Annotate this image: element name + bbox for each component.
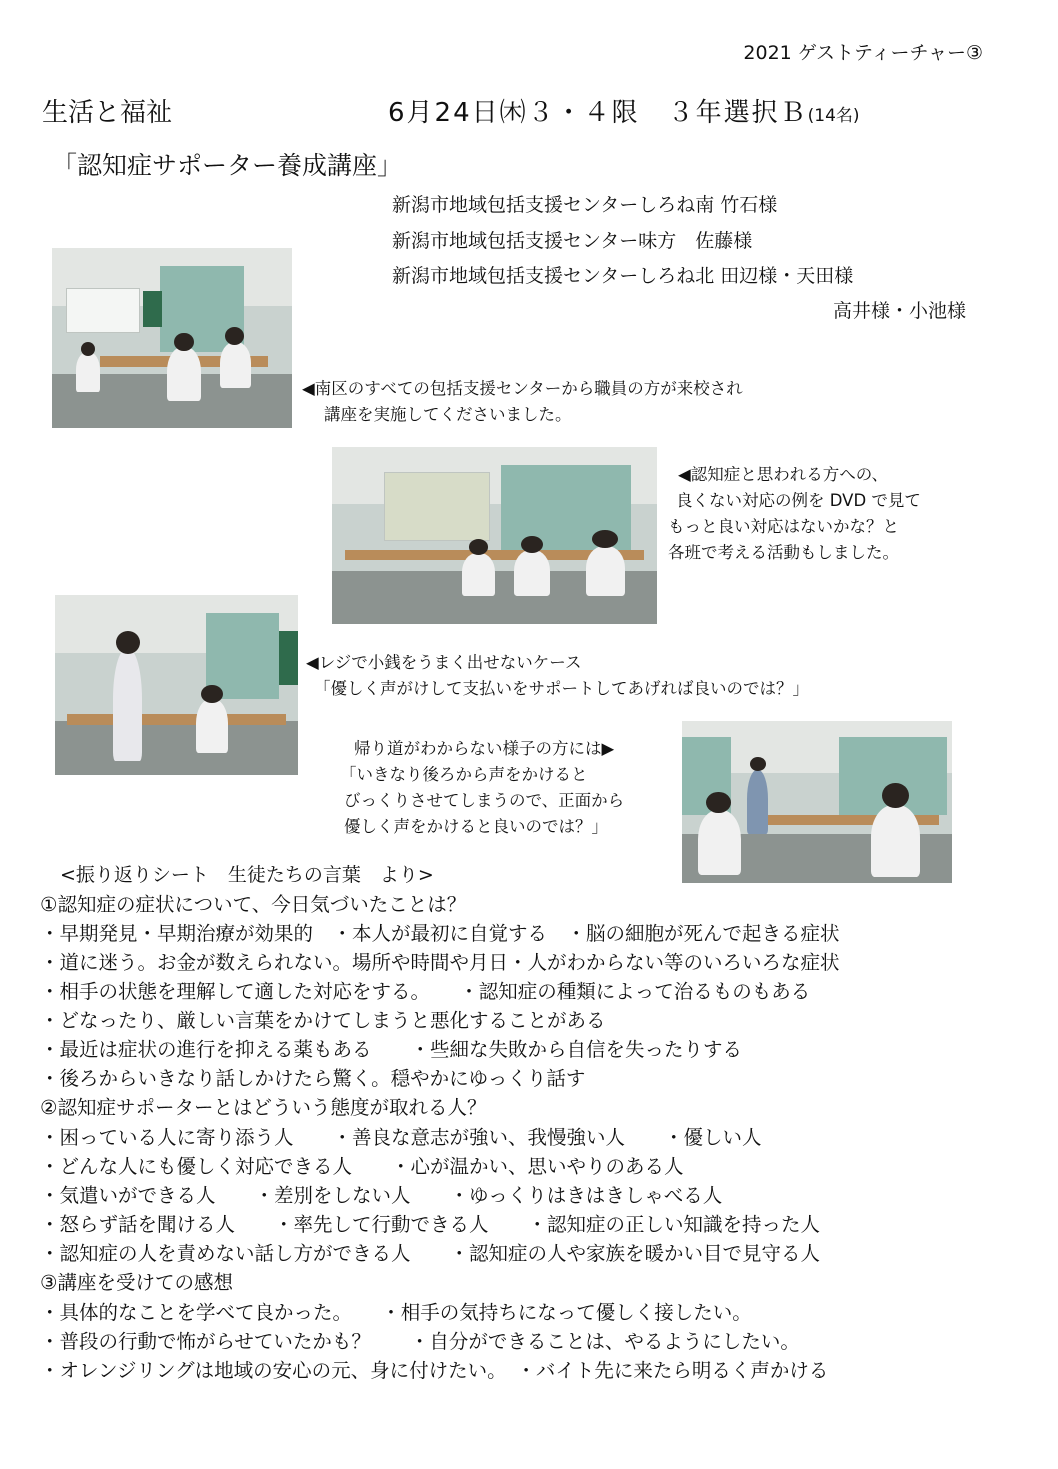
lecture-title: 「認知症サポーター養成講座」 <box>52 151 403 180</box>
header-label: 2021 ゲストティーチャー③ <box>743 42 983 64</box>
student-count: (14名) <box>807 106 860 126</box>
answer-3-3: ・オレンジリングは地域の安心の元、身に付けたい。 ・バイト先に来たら明るく声かける <box>40 1359 829 1382</box>
answer-2-1: ・困っている人に寄り添う人 ・善良な意志が強い、我慢強い人 ・優しい人 <box>40 1126 762 1149</box>
staff-line-1: 新潟市地域包括支援センターしろね南 竹石様 <box>392 194 778 216</box>
answer-3-1: ・具体的なことを学べて良かった。 ・相手の気持ちになって優しく接したい。 <box>40 1301 752 1324</box>
caption-3-line-2: 「優しく声がけして支払いをサポートしてあげれば良いのでは？」 <box>314 679 809 698</box>
photo-dvd-viewing <box>332 447 657 624</box>
answer-2-5: ・認知症の人を責めない話し方ができる人 ・認知症の人や家族を暖かい目で見守る人 <box>40 1242 821 1265</box>
caption-4-line-1: 帰り道がわからない様子の方には▶ <box>354 739 615 758</box>
answer-1-6: ・後ろからいきなり話しかけたら驚く。穏やかにゆっくり話す <box>40 1067 586 1090</box>
answer-1-1: ・早期発見・早期治療が効果的 ・本人が最初に自覚する ・脳の細胞が死んで起きる症状 <box>40 922 840 945</box>
subject-title: 生活と福祉 <box>42 98 173 128</box>
caption-3-line-1: ◀レジで小銭をうまく出せないケース <box>306 653 582 672</box>
answer-2-2: ・どんな人にも優しく対応できる人 ・心が温かい、思いやりのある人 <box>40 1155 684 1178</box>
caption-4-line-3: びっくりさせてしまうので、正面から <box>344 791 625 810</box>
photo-way-home-roleplay <box>682 721 952 883</box>
answer-2-3: ・気遣いができる人 ・差別をしない人 ・ゆっくりはきはきしゃべる人 <box>40 1184 723 1207</box>
caption-1-line-2: 講座を実施してくださいました。 <box>324 405 572 424</box>
caption-1-line-1: ◀南区のすべての包括支援センターから職員の方が来校され <box>302 379 743 398</box>
staff-line-2: 新潟市地域包括支援センター味方 佐藤様 <box>392 230 753 252</box>
caption-2-line-3: もっと良い対応はないかな？と <box>668 517 899 536</box>
question-3: ③講座を受けての感想 <box>40 1271 233 1294</box>
reflection-heading: <振り返りシート 生徒たちの言葉 より> <box>60 864 434 886</box>
photo-lecture-classroom <box>52 248 292 428</box>
caption-2-line-2: 良くない対応の例を DVD で見て <box>676 491 921 510</box>
staff-line-4: 高井様・小池様 <box>832 300 966 322</box>
caption-2-line-4: 各班で考える活動もしました。 <box>668 543 899 562</box>
caption-4-line-4: 優しく声をかけると良いのでは？」 <box>344 817 608 836</box>
staff-line-3: 新潟市地域包括支援センターしろね北 田辺様・天田様 <box>392 265 854 287</box>
answer-1-5: ・最近は症状の進行を抑える薬もある ・些細な失敗から自信を失ったりする <box>40 1038 743 1061</box>
answer-3-2: ・普段の行動で怖がらせていたかも？ ・自分ができることは、やるようにしたい。 <box>40 1330 800 1353</box>
caption-2-line-1: ◀認知症と思われる方への、 <box>678 465 889 484</box>
question-1: ①認知症の症状について、今日気づいたことは？ <box>40 893 467 916</box>
answer-2-4: ・怒らず話を聞ける人 ・率先して行動できる人 ・認知症の正しい知識を持った人 <box>40 1213 821 1236</box>
photo-register-roleplay <box>55 595 298 775</box>
question-2: ②認知症サポーターとはどういう態度が取れる人？ <box>40 1096 487 1119</box>
date-main: 6月24日㈭３・４限 ３年選択Ｂ <box>388 98 808 128</box>
answer-1-2: ・道に迷う。お金が数えられない。場所や時間や月日・人がわからない等のいろいろな症状 <box>40 951 840 974</box>
class-date <box>388 92 860 129</box>
answer-1-4: ・どなったり、厳しい言葉をかけてしまうと悪化することがある <box>40 1009 606 1032</box>
answer-1-3: ・相手の状態を理解して適した対応をする。 ・認知症の種類によって治るものもある <box>40 980 811 1003</box>
caption-4-line-2: 「いきなり後ろから声をかけると <box>340 765 588 784</box>
